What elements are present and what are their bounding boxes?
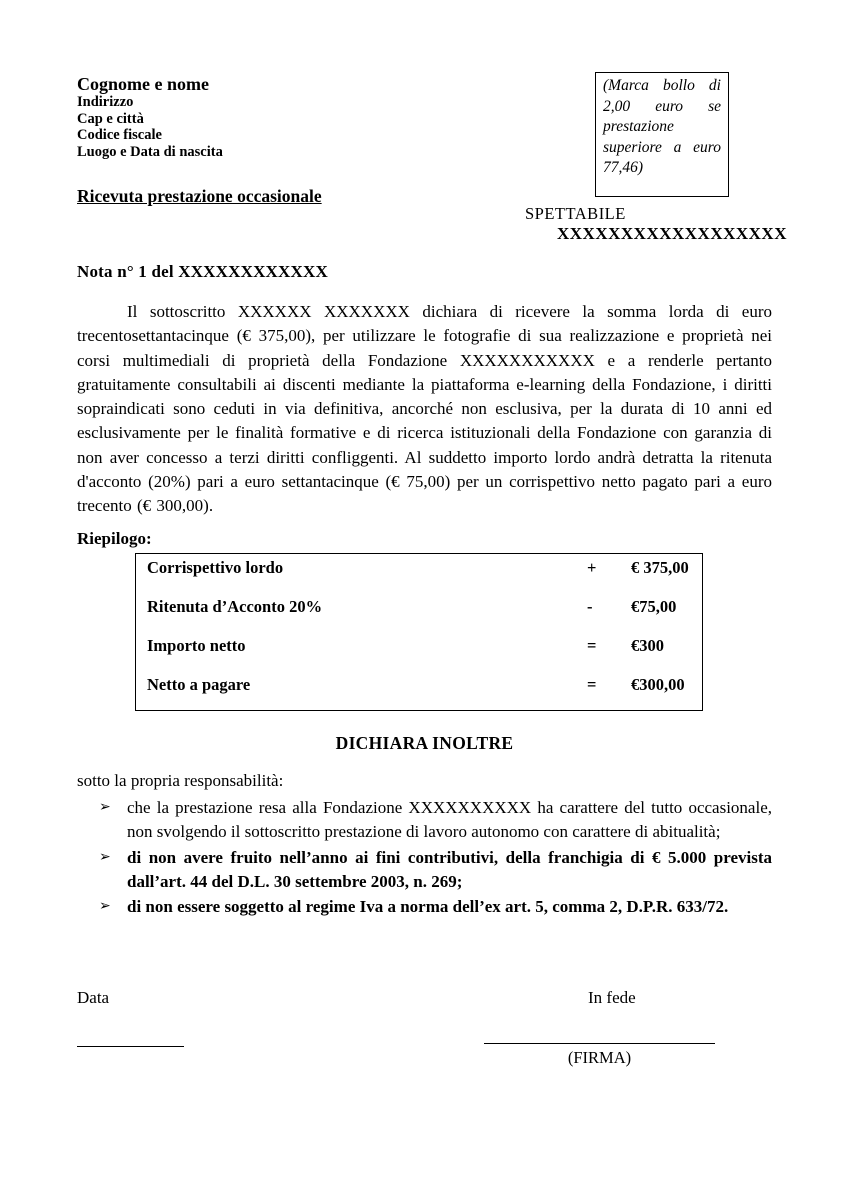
header-line-indirizzo: Indirizzo	[77, 94, 134, 110]
in-fede-label: In fede	[588, 988, 636, 1007]
summary-sign: =	[587, 636, 597, 655]
summary-row	[136, 675, 702, 714]
declaration-item	[77, 846, 772, 895]
summary-amount: € 375,00	[631, 558, 689, 577]
body-paragraph: Il sottoscritto XXXXXX XXXXXXX dichiara di ricevere la somma lorda di euro trecentosettantacinque (€ 375,00), per utilizzare le fotografie di sua realizzazione e proprietà nei corsi multimediali di proprietà della Fondazione XXXXXXXXXXX e a renderle pertanto gratuitamente consultabili ai discenti mediante la piattaforma e-learning della Fondazione, i diritti sopraindicati sono ceduti in via definitiva, ancorché non esclusiva, per la durata di 10 anni ed esclusivamente per le finalità formative e di ricerca istituzionali della Fondazione con garanzia di non aver concesso a terzi diritti confliggenti. Al suddetto importo lordo andrà detratta la ritenuta d'acconto (20%) pari a euro settantacinque (€ 75,00) per un corrispettivo netto pagato pari a euro trecento (€ 300,00).	[77, 302, 772, 516]
summary-amount: €300,00	[631, 675, 685, 694]
summary-sign: +	[587, 558, 597, 577]
header-line-codice-fiscale: Codice fiscale	[77, 127, 162, 143]
date-label: Data	[77, 988, 110, 1007]
summary-label: Corrispettivo lordo	[147, 558, 284, 577]
recipient-name: XXXXXXXXXXXXXXXXXX	[557, 224, 787, 243]
date-signature-line	[77, 1046, 184, 1047]
marca-bollo-box: (Marca bollo di 2,00 euro se prestazione superiore a euro 77,46)	[595, 72, 729, 197]
declaration-item-text: di non essere soggetto al regime Iva a norma dell’ex art. 5, comma 2, D.P.R. 633/72.	[127, 897, 729, 917]
summary-amount: €300	[631, 636, 664, 655]
identity-header	[77, 74, 497, 160]
arrow-bullet-icon: ➢	[99, 800, 111, 815]
summary-heading: Riepilogo:	[77, 529, 152, 548]
firma-signature-line	[484, 1043, 715, 1044]
arrow-bullet-icon: ➢	[99, 849, 111, 865]
declaration-item-text: che la prestazione resa alla Fondazione XXXXXXXXXX ha carattere del tutto occasionale, non svolgendo il sottoscritto prestazione di lavoro autonomo con carattere di abitualità;	[127, 798, 772, 842]
declaration-list	[77, 796, 772, 920]
header-line-cap-citta: Cap e città	[77, 110, 144, 127]
recipient-block	[525, 204, 785, 244]
summary-sign: =	[587, 675, 597, 694]
declaration-intro: sotto la propria responsabilità:	[77, 771, 284, 790]
header-name-label: Cognome e nome	[77, 74, 209, 94]
summary-sign: -	[587, 597, 593, 616]
note-number-line: Nota n° 1 del XXXXXXXXXXXX	[77, 262, 328, 281]
header-line-luogo-data-nascita: Luogo e Data di nascita	[77, 143, 223, 160]
recipient-label: SPETTABILE	[525, 204, 626, 223]
summary-row	[136, 597, 702, 636]
declaration-item-text: di non avere fruito nell’anno ai fini contributivi, della franchigia di € 5.000 prevista dall’art. 44 del D.L. 30 settembre 2003, n. 269;	[127, 847, 772, 891]
firma-label: (FIRMA)	[567, 1048, 632, 1067]
declaration-heading: DICHIARA INOLTRE	[335, 733, 514, 753]
summary-table	[135, 553, 703, 711]
declaration-item	[77, 796, 772, 845]
declaration-item	[77, 895, 772, 919]
summary-label: Importo netto	[147, 636, 246, 655]
summary-amount: €75,00	[631, 597, 677, 616]
summary-label: Netto a pagare	[147, 675, 251, 694]
arrow-bullet-icon: ➢	[99, 899, 111, 915]
summary-row	[136, 558, 702, 597]
summary-row	[136, 636, 702, 675]
summary-label: Ritenuta d’Acconto 20%	[147, 597, 323, 616]
page-title: Ricevuta prestazione occasionale	[77, 186, 322, 206]
